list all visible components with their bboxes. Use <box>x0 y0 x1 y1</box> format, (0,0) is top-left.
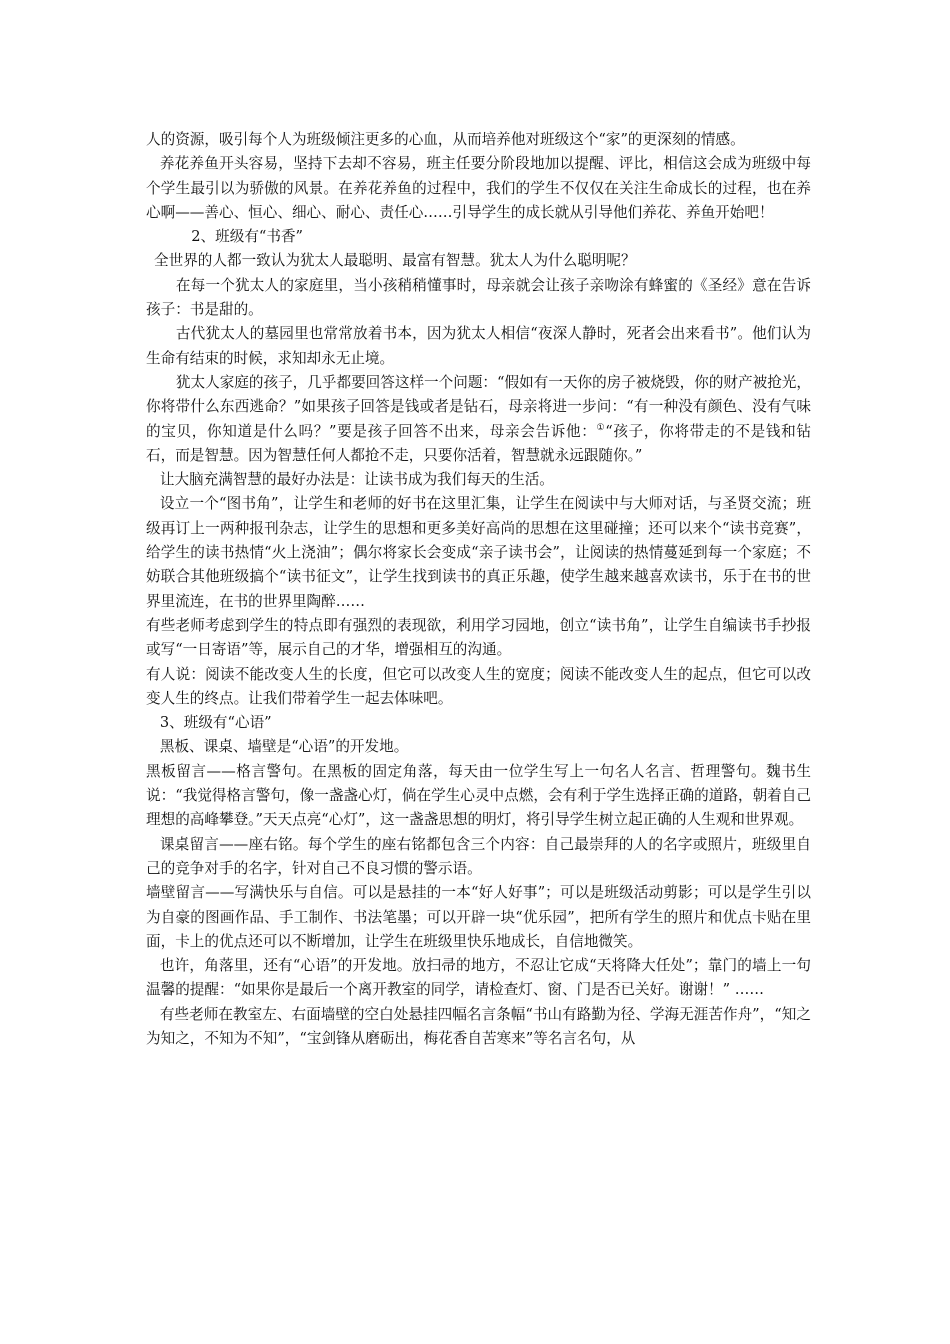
paragraph: 课桌留言——座右铭。每个学生的座右铭都包含三个内容：自己最崇拜的人的名字或照片，班级里自己的竞争对手的名字，针对自己不良习惯的警示语。 <box>146 835 811 877</box>
paragraph: 有些老师考虑到学生的特点即有强烈的表现欲，利用学习园地，创立“读书角”，让学生自编读书手抄报或写“一日寄语”等，展示自己的才华，增强相互的沟通。 <box>146 616 811 659</box>
paragraph: 古代犹太人的墓园里也常常放着书本，因为犹太人相信“夜深人静时，死者会出来看书”。他们认为生命有结束的时候，求知却永无止境。 <box>146 325 811 367</box>
paragraph: 全世界的人都一致认为犹太人最聪明、最富有智慧。犹太人为什么聪明呢？ <box>154 252 636 270</box>
paragraph: 人的资源，吸引每个人为班级倾注更多的心血，从而培养他对班级这个“家”的更深刻的情感。 <box>146 131 745 148</box>
footnote-marker: ① <box>596 422 606 433</box>
paragraph: 养花养鱼开头容易，坚持下去却不容易，班主任要分阶段地加以提醒、评比，相信这会成为班级中每个学生最引以为骄傲的风景。在养花养鱼的过程中，我们的学生不仅仅在关注生命成长的过程，也在养心啊——善心、恒心、细心、耐心、责任心……引导学生的成长就从引导他们养花、养鱼开始吧！ <box>146 155 811 221</box>
paragraph: 黑板留言——格言警句。在黑板的固定角落，每天由一位学生写上一句名人名言、哲理警句。魏书生说：“我觉得格言警句，像一盏盏心灯，倘在学生心灵中点燃，会有利于学生选择正确的道路，朝着自己理想的高峰攀登。”天天点亮“心灯”，这一盏盏思想的明灯，将引导学生树立起正确的人生观和世界观。 <box>146 762 811 829</box>
paragraph-text: 犹太人家庭的孩子，几乎都要回答这样一个问题：“假如有一天你的房子被烧毁，你的财产被抢光，你将带什么东西逃命？”如果孩子回答是钱或者是钻石，母亲将进一步问：“有一种没有颜色、没有气味的宝贝，你知道是什么吗？”要是孩子回答不出来，母亲会告诉他： <box>146 373 811 440</box>
section-heading: 3、班级有“心语” <box>159 714 272 732</box>
paragraph: 也许，角落里，还有“心语”的开发地。放扫帚的地方，不忍让它成“天将降大任处”；靠门的墙上一句温馨的提醒：“如果你是最后一个离开教室的同学，请检查灯、窗、门是否已关好。谢谢！” …… <box>146 957 811 999</box>
paragraph <box>146 371 811 468</box>
section-heading: 2、班级有“书香” <box>191 228 304 246</box>
document-page <box>146 128 811 1051</box>
paragraph: 设立一个“图书角”，让学生和老师的好书在这里汇集，让学生在阅读中与大师对话，与圣贤交流；班级再订上一两种报刊杂志，让学生的思想和更多美好高尚的思想在这里碰撞；还可以来个“读书竞赛”，给学生的读书热情“火上浇油”；偶尔将家长会变成“亲子读书会”，让阅读的热情蔓延到每一个家庭；不妨联合其他班级搞个“读书征文”，让学生找到读书的真正乐趣，使学生越来越喜欢读书，乐于在书的世界里流连，在书的世界里陶醉…… <box>146 495 811 610</box>
paragraph: 有人说：阅读不能改变人生的长度，但它可以改变人生的宽度；阅读不能改变人生的起点，但它可以改变人生的终点。让我们带着学生一起去体味吧。 <box>146 665 811 707</box>
paragraph: 墙壁留言——写满快乐与自信。可以是悬挂的一本“好人好事”；可以是班级活动剪影；可以是学生引以为自豪的图画作品、手工制作、书法笔墨；可以开辟一块“优乐园”，把所有学生的照片和优点卡贴在里面，卡上的优点还可以不断增加，让学生在班级里快乐地成长，自信地微笑。 <box>146 884 811 950</box>
paragraph-text: “孩子，你将带走的不是钱和钻石，而是智慧。因为智慧任何人都抢不走，只要你活着，智慧就永远跟随你。” <box>146 422 811 464</box>
paragraph: 在每一个犹太人的家庭里，当小孩稍稍懂事时，母亲就会让孩子亲吻涂有蜂蜜的《圣经》意在告诉孩子：书是甜的。 <box>146 276 811 319</box>
paragraph: 让大脑充满智慧的最好办法是：让读书成为我们每天的生活。 <box>159 471 554 489</box>
paragraph: 有些老师在教室左、右面墙壁的空白处悬挂四幅名言条幅“书山有路勤为径、学海无涯苦作舟”，“知之为知之，不知为不知”，“宝剑锋从磨砺出，梅花香自苦寒来”等名言名句，从 <box>146 1005 811 1047</box>
paragraph: 黑板、课桌、墙壁是“心语”的开发地。 <box>159 738 409 756</box>
